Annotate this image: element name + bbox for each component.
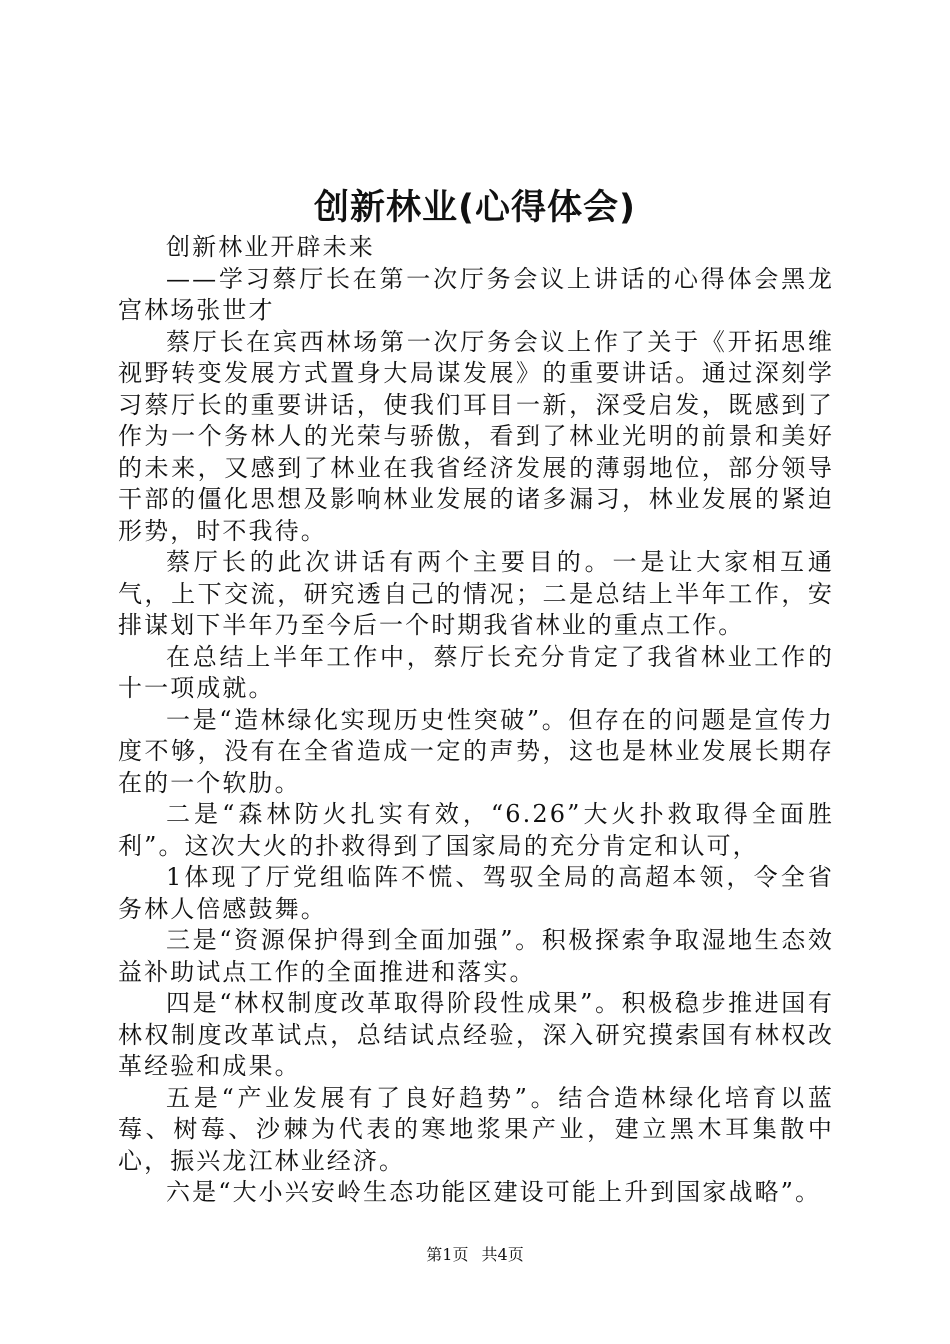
paragraph: 蔡厅长的此次讲话有两个主要目的。一是让大家相互通气，上下交流，研究透自己的情况；二是总结上半年工作，安排谋划下半年乃至今后一个时期我省林业的重点工作。 (118, 548, 834, 639)
paragraph: 一是“造林绿化实现历史性突破”。但存在的问题是宣传力度不够，没有在全省造成一定的声势，这也是林业发展长期存在的一个软肋。 (118, 705, 834, 797)
paragraph: 三是“资源保护得到全面加强”。积极探索争取湿地生态效益补助试点工作的全面推进和落实。 (118, 926, 834, 986)
document-title: 创新林业(心得体会) (314, 188, 636, 228)
paragraph: 五是“产业发展有了良好趋势”。结合造林绿化培育以蓝莓、树莓、沙棘为代表的寒地浆果产业，建立黑木耳集散中心，振兴龙江林业经济。 (118, 1083, 834, 1175)
paragraph: 在总结上半年工作中，蔡厅长充分肯定了我省林业工作的十一项成就。 (118, 642, 834, 702)
paragraph: 二是“森林防火扎实有效，“6.26”大火扑救取得全面胜利”。这次大火的扑救得到了国家局的充分肯定和认可， (118, 800, 834, 860)
paragraph: 1体现了厅党组临阵不慌、驾驭全局的高超本领，令全省务林人倍感鼓舞。 (118, 863, 834, 923)
paragraph-subheading: ——学习蔡厅长在第一次厅务会议上讲话的心得体会黑龙宫林场张世才 (118, 264, 834, 324)
page-footer (0, 1243, 950, 1267)
paragraph: 四是“林权制度改革取得阶段性成果”。积极稳步推进国有林权制度改革试点，总结试点经验，深入研究摸索国有林权改革经验和成果。 (118, 989, 834, 1080)
paragraph: 蔡厅长在宾西林场第一次厅务会议上作了关于《开拓思维视野转变发展方式置身大局谋发展》的重要讲话。通过深刻学习蔡厅长的重要讲话，使我们耳目一新，深受启发，既感到了作为一个务林人的光荣与骄傲，看到了林业光明的前景和美好的未来，又感到了林业在我省经济发展的薄弱地位，部分领导干部的僵化思想及影响林业发展的诸多漏习，林业发展的紧迫形势，时不我待。 (118, 327, 834, 545)
page-total: 共4页 (481, 1245, 524, 1264)
paragraph-subtitle: 创新林业开辟未来 (166, 233, 375, 261)
page-number: 第1页 (426, 1245, 469, 1264)
document-body (118, 232, 834, 1209)
paragraph: 六是“大小兴安岭生态功能区建设可能上升到国家战略”。 (166, 1178, 822, 1206)
